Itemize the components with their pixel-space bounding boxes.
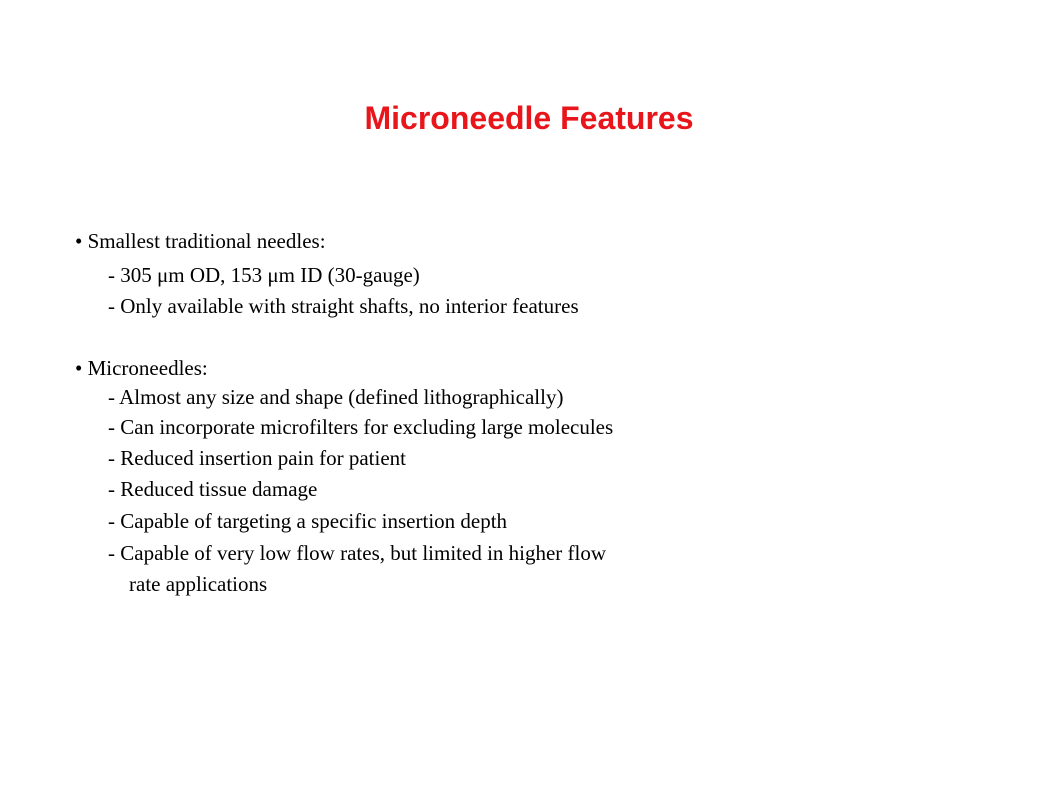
sub-item-tissue-damage: - Reduced tissue damage [108, 477, 318, 501]
bullet-heading-traditional-needles: • Smallest traditional needles: [75, 229, 326, 253]
bullet-heading-microneedles: • Microneedles: [75, 356, 208, 380]
sub-item-needle-dimensions: - 305 μm OD, 153 μm ID (30-gauge) [108, 263, 420, 287]
slide-title: Microneedle Features [364, 100, 694, 136]
sub-item-microfilters: - Can incorporate microfilters for excluding large molecules [108, 415, 614, 439]
sub-item-flow-rates: - Capable of very low flow rates, but limited in higher flow [108, 541, 607, 565]
sub-item-insertion-depth: - Capable of targeting a specific insertion depth [108, 509, 508, 533]
sub-item-size-shape: - Almost any size and shape (defined lithographically) [108, 385, 564, 409]
sub-item-flow-rates-continuation: rate applications [129, 572, 268, 596]
sub-item-insertion-pain: - Reduced insertion pain for patient [108, 446, 406, 470]
sub-item-straight-shafts: - Only available with straight shafts, no interior features [108, 294, 579, 318]
